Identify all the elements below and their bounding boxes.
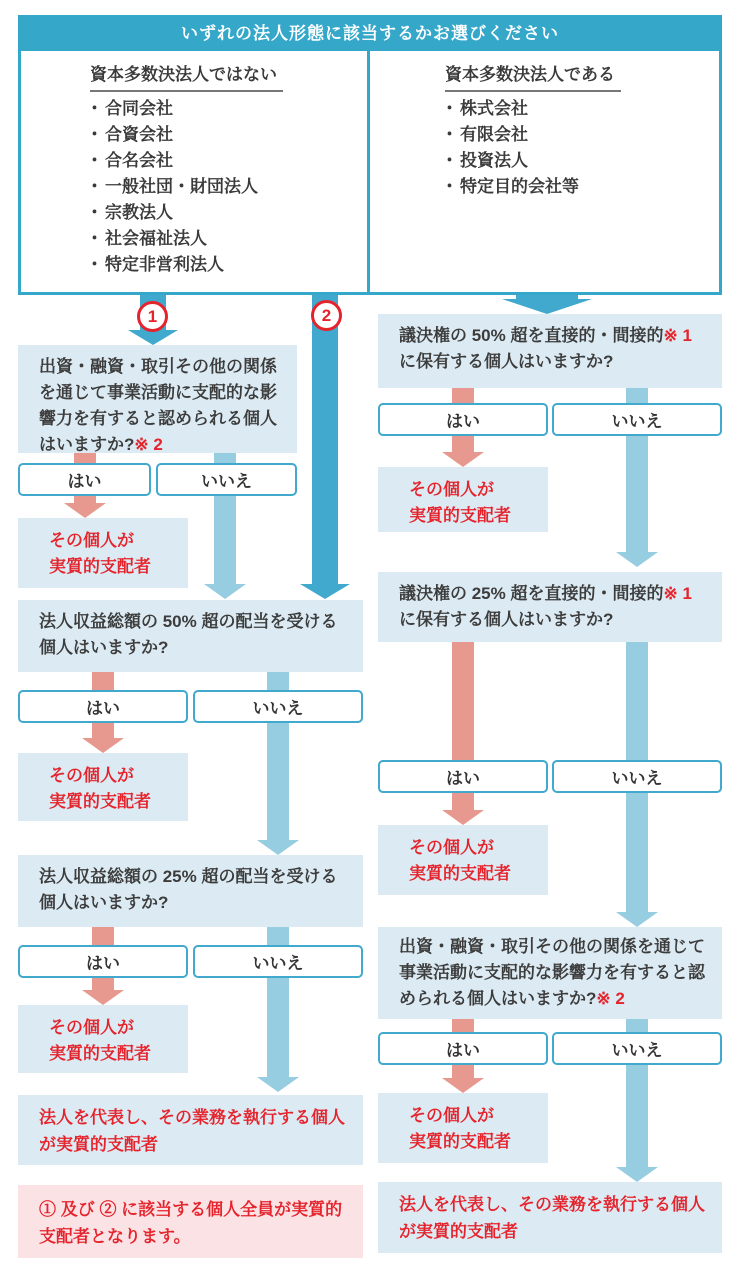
bullet: ・: [441, 151, 458, 170]
bullet: ・: [441, 125, 458, 144]
list-item: ・ 特定非営利法人: [86, 255, 224, 274]
list-item: ・ 有限会社: [441, 125, 528, 144]
left-q1-yes-button[interactable]: はい: [18, 463, 151, 496]
arrowhead-right-q1-yes: [442, 452, 484, 467]
left-q3-yes-button[interactable]: はい: [18, 945, 188, 978]
arrowhead-left-entry: [128, 330, 178, 345]
left-question-1: 出資・融資・取引その他の関係 を通じて事業活動に支配的な影 響力を有すると認められる個人 はいますか?※ 2: [18, 345, 297, 453]
arrowhead-right-q2-no: [616, 912, 658, 927]
arrowhead-left-q1-no: [204, 584, 246, 599]
bullet: ・: [86, 255, 103, 274]
note-ref-1: ※ 1: [663, 326, 692, 345]
left-question-2: 法人収益総額の 50% 超の配当を受ける 個人はいますか?: [18, 600, 363, 672]
list-item: ・ 合名会社: [86, 151, 173, 170]
right-q1-no-button[interactable]: いいえ: [552, 403, 722, 436]
right-q2-yes-button[interactable]: はい: [378, 760, 548, 793]
arrowhead-right-q1-no: [616, 552, 658, 567]
arrowhead-left-q2-no: [257, 840, 299, 855]
note-ref-1: ※ 1: [663, 584, 692, 603]
left-q2-yes-button[interactable]: はい: [18, 690, 188, 723]
bullet: ・: [86, 99, 103, 118]
list-item: ・ 株式会社: [441, 99, 528, 118]
bullet: ・: [86, 203, 103, 222]
list-item: ・ 合同会社: [86, 99, 173, 118]
bullet: ・: [86, 177, 103, 196]
left-option-title: 資本多数決法人ではない: [90, 60, 283, 92]
badge-route2: 2: [311, 300, 342, 331]
combined-note: ① 及び ② に該当する個人全員が実質的 支配者となります。: [18, 1185, 363, 1258]
bullet: ・: [86, 229, 103, 248]
list-item: ・ 一般社団・財団法人: [86, 177, 258, 196]
arrowhead-route2: [300, 584, 350, 599]
arrowhead-right-q2-yes: [442, 810, 484, 825]
left-result-2: その個人が 実質的支配者: [18, 753, 188, 821]
selector-divider: [367, 48, 370, 295]
right-final-result: 法人を代表し、その業務を執行する個人 が実質的支配者: [378, 1182, 722, 1253]
arrowhead-left-q1-yes: [64, 503, 106, 518]
right-result-2: その個人が 実質的支配者: [378, 825, 548, 895]
left-question-3: 法人収益総額の 25% 超の配当を受ける 個人はいますか?: [18, 855, 363, 927]
left-q1-no-button[interactable]: いいえ: [156, 463, 297, 496]
right-option-list: [441, 96, 579, 200]
page-title: いずれの法人形態に該当するかお選びください: [18, 15, 722, 48]
arrowhead-left-q3-yes: [82, 990, 124, 1005]
badge-route1: 1: [137, 301, 168, 332]
left-result-3: その個人が 実質的支配者: [18, 1005, 188, 1073]
note-ref-2: ※ 2: [596, 989, 625, 1008]
right-question-2: 議決権の 25% 超を直接的・間接的※ 1 に保有する個人はいますか?: [378, 572, 722, 642]
left-result-1: その個人が 実質的支配者: [18, 518, 188, 588]
list-item: ・ 合資会社: [86, 125, 173, 144]
arrowhead-right-q3-no: [616, 1167, 658, 1182]
left-final-result: 法人を代表し、その業務を執行する個人 が実質的支配者: [18, 1095, 363, 1165]
left-q2-no-button[interactable]: いいえ: [193, 690, 363, 723]
right-q1-yes-button[interactable]: はい: [378, 403, 548, 436]
right-option-title: 資本多数決法人である: [445, 60, 621, 92]
right-result-1: その個人が 実質的支配者: [378, 467, 548, 532]
arrowhead-left-q2-yes: [82, 738, 124, 753]
bullet: ・: [441, 177, 458, 196]
bullet: ・: [441, 99, 458, 118]
right-result-3: その個人が 実質的支配者: [378, 1093, 548, 1163]
arrowhead-right-q3-yes: [442, 1078, 484, 1093]
right-q3-yes-button[interactable]: はい: [378, 1032, 548, 1065]
right-question-3: 出資・融資・取引その他の関係を通じて 事業活動に支配的な影響力を有すると認 められる個人はいますか?※ 2: [378, 927, 722, 1019]
arrowhead-left-q3-no: [257, 1077, 299, 1092]
left-option-list: [86, 96, 258, 278]
right-q2-no-button[interactable]: いいえ: [552, 760, 722, 793]
right-q3-no-button[interactable]: いいえ: [552, 1032, 722, 1065]
arrowhead-right-entry: [502, 299, 592, 314]
list-item: ・ 社会福祉法人: [86, 229, 207, 248]
bullet: ・: [86, 125, 103, 144]
note-ref-2: ※ 2: [134, 435, 163, 454]
arrow-route2: [312, 295, 338, 584]
list-item: ・ 宗教法人: [86, 203, 173, 222]
bullet: ・: [86, 151, 103, 170]
right-question-1: 議決権の 50% 超を直接的・間接的※ 1 に保有する個人はいますか?: [378, 314, 722, 388]
list-item: ・ 特定目的会社等: [441, 177, 579, 196]
list-item: ・ 投資法人: [441, 151, 528, 170]
left-q3-no-button[interactable]: いいえ: [193, 945, 363, 978]
